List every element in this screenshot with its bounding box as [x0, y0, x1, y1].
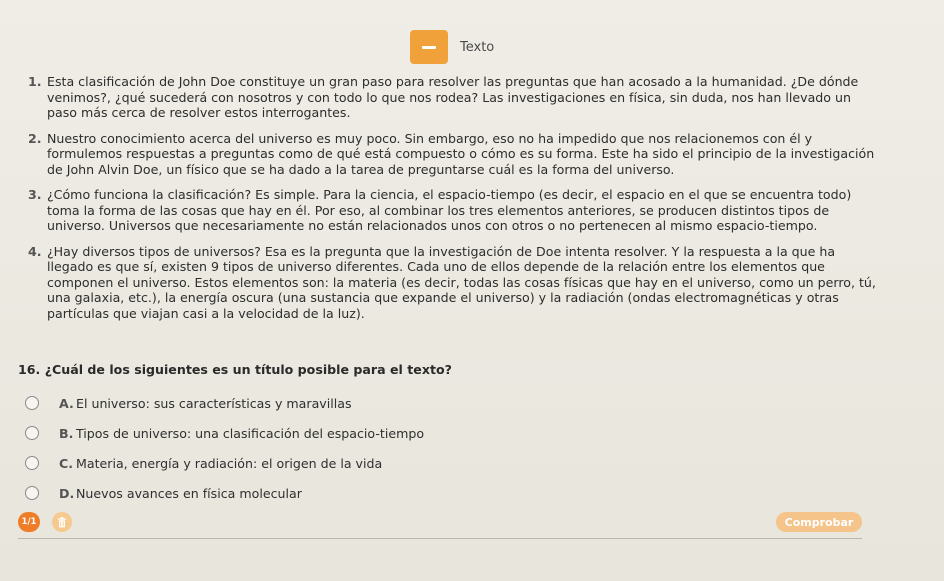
- option-letter: A.: [59, 395, 74, 411]
- paragraph-number: 2.: [28, 130, 42, 146]
- answer-options: [18, 388, 424, 508]
- radio-button-b[interactable]: [25, 426, 39, 440]
- minus-icon: [422, 46, 436, 49]
- paragraph-2: [28, 131, 878, 178]
- option-a[interactable]: [18, 388, 424, 418]
- option-b[interactable]: [18, 418, 424, 448]
- option-letter: C.: [59, 455, 74, 471]
- paragraph-3: [28, 187, 878, 234]
- trash-icon: [57, 517, 67, 528]
- paragraph-4: [28, 244, 878, 322]
- option-text: El universo: sus características y maravillas: [76, 395, 352, 411]
- option-letter: B.: [59, 425, 74, 441]
- text-section-label: Texto: [460, 39, 495, 55]
- paragraph-text: ¿Hay diversos tipos de universos? Esa es la pregunta que la investigación de Doe intenta resolver. Y la respuesta a la que ha llegado es que sí, existen 9 tipos de universo diferentes. Cada uno de ellos depende de la relación entre los elementos que componen el universo. Estos elementos son: la materia (es decir, todas las cosas físicas que hay en el universo, como un perro, tú, una galaxia, etc.), la energía oscura (una sustancia que expande el universo) y la radiación (ondas electromagnéticas y otras partículas que viajan casi a la velocidad de la luz).: [47, 243, 876, 321]
- paragraph-number: 3.: [28, 187, 42, 202]
- text-toggle[interactable]: [410, 30, 494, 64]
- clear-answer-button[interactable]: [52, 512, 72, 532]
- option-d[interactable]: [18, 478, 424, 508]
- radio-button-d[interactable]: [25, 486, 39, 500]
- question-footer: [18, 512, 862, 539]
- paragraph-text: Esta clasificación de John Doe constituye un gran paso para resolver las preguntas que han acosado a la humanidad. ¿De dónde venimos?, ¿qué sucederá con nosotros y con todo lo que nos rodea? Las investigaciones en física, sin duda, nos han llevado un paso más cerca de resolver estos interrogantes.: [47, 74, 859, 120]
- paragraph-1: [28, 74, 878, 121]
- option-c[interactable]: [18, 448, 424, 478]
- radio-button-a[interactable]: [25, 396, 39, 410]
- paragraph-number: 1.: [28, 74, 42, 89]
- option-text: Nuevos avances en física molecular: [76, 485, 302, 501]
- question-prompt: 16. ¿Cuál de los siguientes es un título posible para el texto?: [18, 362, 452, 377]
- option-text: Tipos de universo: una clasificación del espacio-tiempo: [76, 425, 425, 441]
- option-text: Materia, energía y radiación: el origen de la vida: [76, 455, 383, 471]
- paragraph-text: ¿Cómo funciona la clasificación? Es simple. Para la ciencia, el espacio-tiempo (es decir, el espacio en el que se encuentra todo) toma la forma de las cosas que hay en él. Por eso, al combinar los tres elementos anteriores, se producen distintos tipos de universo. Universos que necesariamente no están relacionados unos con otros o no pertenecen al mismo espacio-tiempo.: [47, 187, 852, 233]
- option-letter: D.: [59, 485, 75, 501]
- reading-passage: [28, 74, 878, 331]
- radio-button-c[interactable]: [25, 456, 39, 470]
- paragraph-text: Nuestro conocimiento acerca del universo es muy poco. Sin embargo, eso no ha impedido que nos relacionemos con él y formulemos respuestas a preguntas como de qué está compuesto o cómo es su forma. Este ha sido el principio de la investigación de John Alvin Doe, un físico que se ha dado a la tarea de preguntarse cuál es la forma del universo.: [47, 130, 875, 177]
- check-answer-button[interactable]: Comprobar: [776, 512, 862, 532]
- collapse-text-button[interactable]: [410, 30, 448, 64]
- question-counter-badge: 1/1: [18, 512, 40, 532]
- paragraph-number: 4.: [28, 243, 42, 259]
